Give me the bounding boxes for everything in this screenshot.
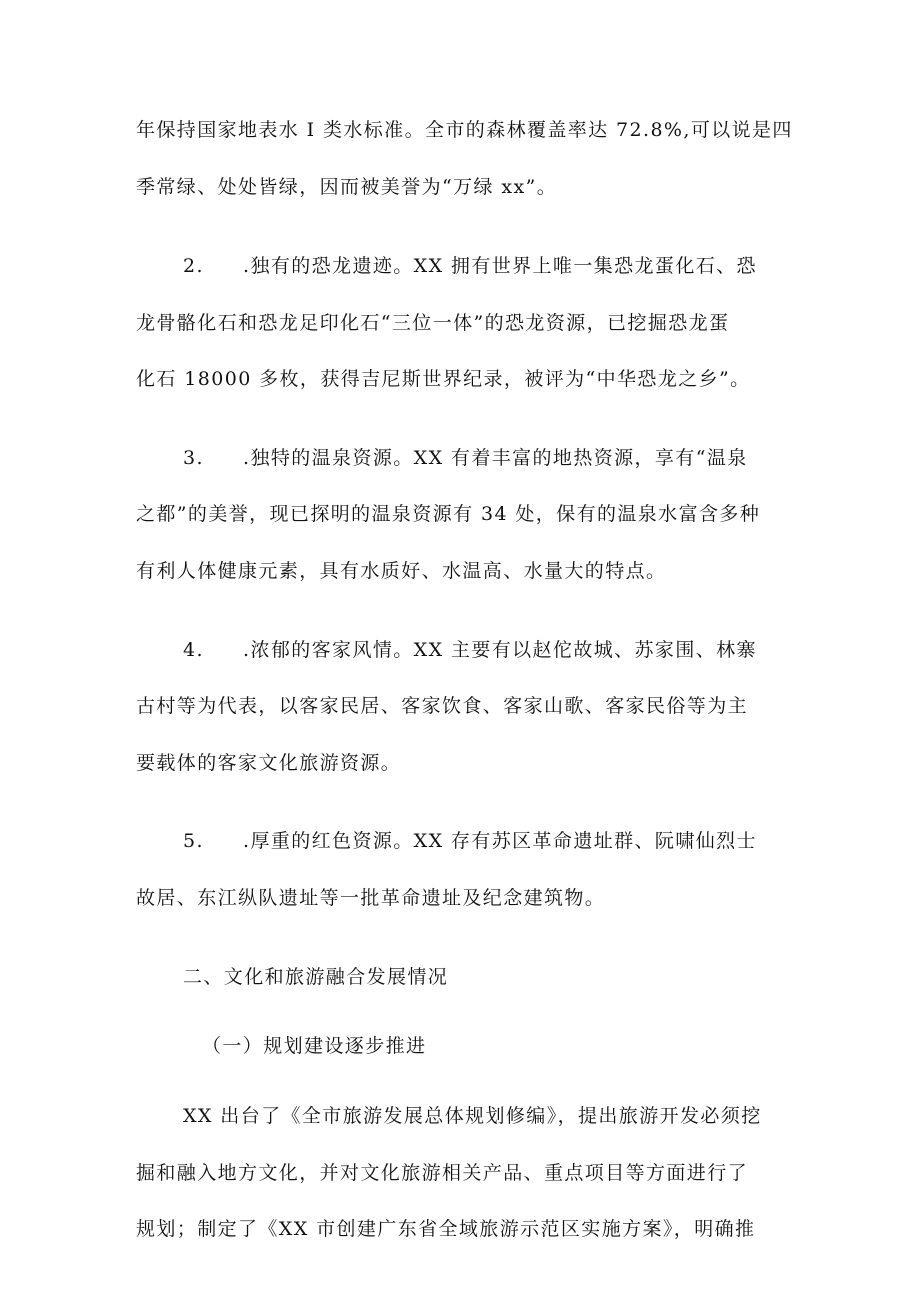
paragraph-text: .厚重的红色资源。XX 存有苏区革命遗址群、阮啸仙烈士	[243, 830, 757, 852]
paragraph-planning-line-2: 掘和融入地方文化，并对文化旅游相关产品、重点项目等方面进行了	[136, 1162, 749, 1184]
paragraph-hakka-line-1	[183, 638, 757, 662]
list-number: 2.	[183, 255, 204, 277]
list-number: 4.	[183, 639, 204, 661]
list-number: 3.	[183, 447, 204, 469]
paragraph-red-resources-line-2: 故居、东江纵队遗址等一批革命遗址及纪念建筑物。	[136, 887, 606, 909]
paragraph-dinosaur-line-1	[183, 254, 757, 278]
paragraph-water-forest-line-2: 季常绿、处处皆绿，因而被美誉为“万绿 xx”。	[136, 176, 558, 198]
paragraph-text: .浓郁的客家风情。XX 主要有以赵佗故城、苏家围、林寨	[243, 639, 757, 661]
section-heading: 二、文化和旅游融合发展情况	[183, 966, 449, 988]
paragraph-hotspring-line-3: 有利人体健康元素，具有水质好、水温高、水量大的特点。	[136, 560, 667, 582]
paragraph-hakka-line-3: 要载体的客家文化旅游资源。	[136, 752, 402, 774]
paragraph-text: .独特的温泉资源。XX 有着丰富的地热资源，享有“温泉	[243, 447, 748, 469]
paragraph-dinosaur-line-2: 龙骨骼化石和恐龙足印化石“三位一体”的恐龙资源，已挖掘恐龙蛋	[136, 312, 730, 334]
paragraph-planning-line-3: 规划；制定了《XX 市创建广东省全域旅游示范区实施方案》，明确推	[136, 1218, 756, 1240]
paragraph-planning-line-1: XX 出台了《全市旅游发展总体规划修编》，提出旅游开发必须挖	[183, 1105, 762, 1127]
list-number: 5.	[183, 830, 204, 852]
paragraph-dinosaur-line-3: 化石 18000 多枚，获得吉尼斯世界纪录，被评为“中华恐龙之乡”。	[136, 368, 751, 390]
paragraph-hakka-line-2: 古村等为代表，以客家民居、客家饮食、客家山歌、客家民俗等为主	[136, 695, 749, 717]
subsection-heading: （一）规划建设逐步推进	[202, 1035, 427, 1057]
paragraph-water-forest-line-1: 年保持国家地表水 I 类水标准。全市的森林覆盖率达 72.8%,可以说是四	[136, 119, 793, 141]
paragraph-red-resources-line-1	[183, 829, 757, 853]
paragraph-hotspring-line-2: 之都”的美誉，现已探明的温泉资源有 34 处，保有的温泉水富含多种	[136, 503, 761, 525]
paragraph-hotspring-line-1	[183, 446, 748, 470]
paragraph-text: .独有的恐龙遗迹。XX 拥有世界上唯一集恐龙蛋化石、恐	[243, 255, 757, 277]
